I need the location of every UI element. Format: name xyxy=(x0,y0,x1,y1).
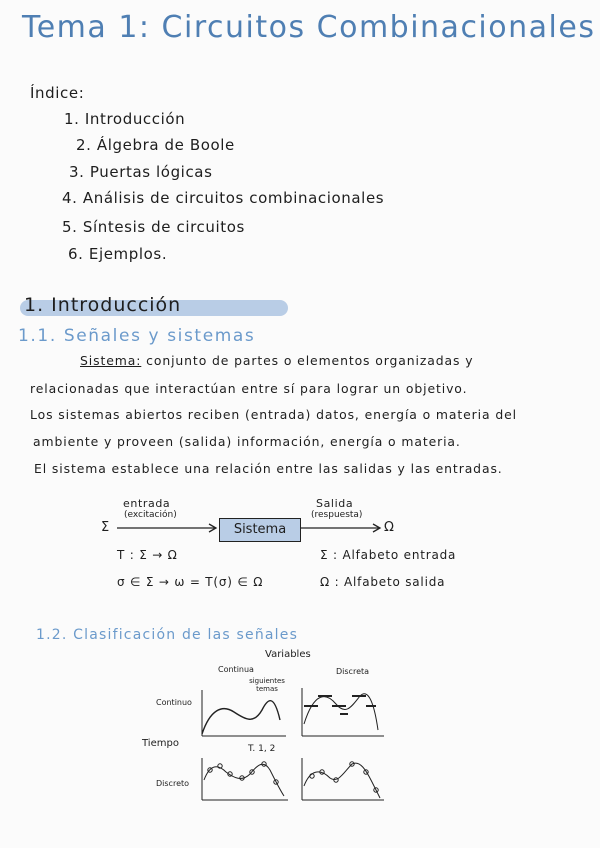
index-item-4: 4. Análisis de circuitos combinacionales xyxy=(62,189,385,207)
output-sublabel: (respuesta) xyxy=(311,510,363,520)
page-title: Tema 1: Circuitos Combinacionales xyxy=(22,10,596,45)
note-siguientes-temas: siguientes temas xyxy=(249,677,285,693)
output-label: Salida xyxy=(316,497,354,510)
paragraph-line-3: Los sistemas abiertos reciben (entrada) datos, energía o materia del xyxy=(30,407,517,422)
discreta-label: Discreta xyxy=(336,667,370,676)
paragraph-line-4: ambiente y proveen (salida) información, energía o materia. xyxy=(33,434,461,449)
row-discreto-label: Discreto xyxy=(156,779,190,788)
continua-label: Continua xyxy=(218,665,254,674)
index-item-5: 5. Síntesis de circuitos xyxy=(62,218,245,236)
plot-continuous-discrete xyxy=(296,684,388,744)
subsection-1-2-heading: 1.2. Clasificación de las señales xyxy=(36,627,299,643)
plot-continuous-continuous xyxy=(196,686,292,744)
plot-discrete-discrete xyxy=(296,756,388,808)
plot-discrete-continuous xyxy=(196,756,292,808)
index-item-6: 6. Ejemplos. xyxy=(68,245,168,263)
index-item-3: 3. Puertas lógicas xyxy=(69,163,213,181)
alphabet-input: Σ : Alfabeto entrada xyxy=(320,548,457,562)
paragraph-line-2: relacionadas que interactúan entre sí para lograr un objetivo. xyxy=(30,381,468,396)
paragraph-line-1-text: conjunto de partes o elementos organizadas y xyxy=(146,353,474,368)
paragraph-line-1 xyxy=(80,353,473,368)
variables-label: Variables xyxy=(265,649,311,660)
row-continuo-label: Continuo xyxy=(156,698,192,707)
index-heading: Índice: xyxy=(30,84,85,102)
output-arrow xyxy=(299,522,385,534)
input-label: entrada xyxy=(123,497,171,510)
paragraph-line-5: El sistema establece una relación entre las salidas y las entradas. xyxy=(34,461,503,476)
index-item-2: 2. Álgebra de Boole xyxy=(76,136,235,154)
subsection-1-1-heading: 1.1. Señales y sistemas xyxy=(18,326,256,346)
note-t12: T. 1, 2 xyxy=(248,744,276,754)
input-arrow xyxy=(115,522,221,534)
alphabet-output: Ω : Alfabeto salida xyxy=(320,575,446,589)
formula-element: σ ∈ Σ → ω = T(σ) ∈ Ω xyxy=(117,575,264,589)
section-1-heading: 1. Introducción xyxy=(24,294,182,316)
input-symbol: Σ xyxy=(101,520,110,535)
input-sublabel: (excitación) xyxy=(124,510,177,520)
output-symbol: Ω xyxy=(384,520,394,535)
tiempo-label: Tiempo xyxy=(142,738,179,749)
sistema-term: Sistema: xyxy=(80,353,142,368)
system-box: Sistema xyxy=(219,518,301,542)
formula-mapping: T : Σ → Ω xyxy=(117,548,178,562)
index-item-1: 1. Introducción xyxy=(64,110,186,128)
